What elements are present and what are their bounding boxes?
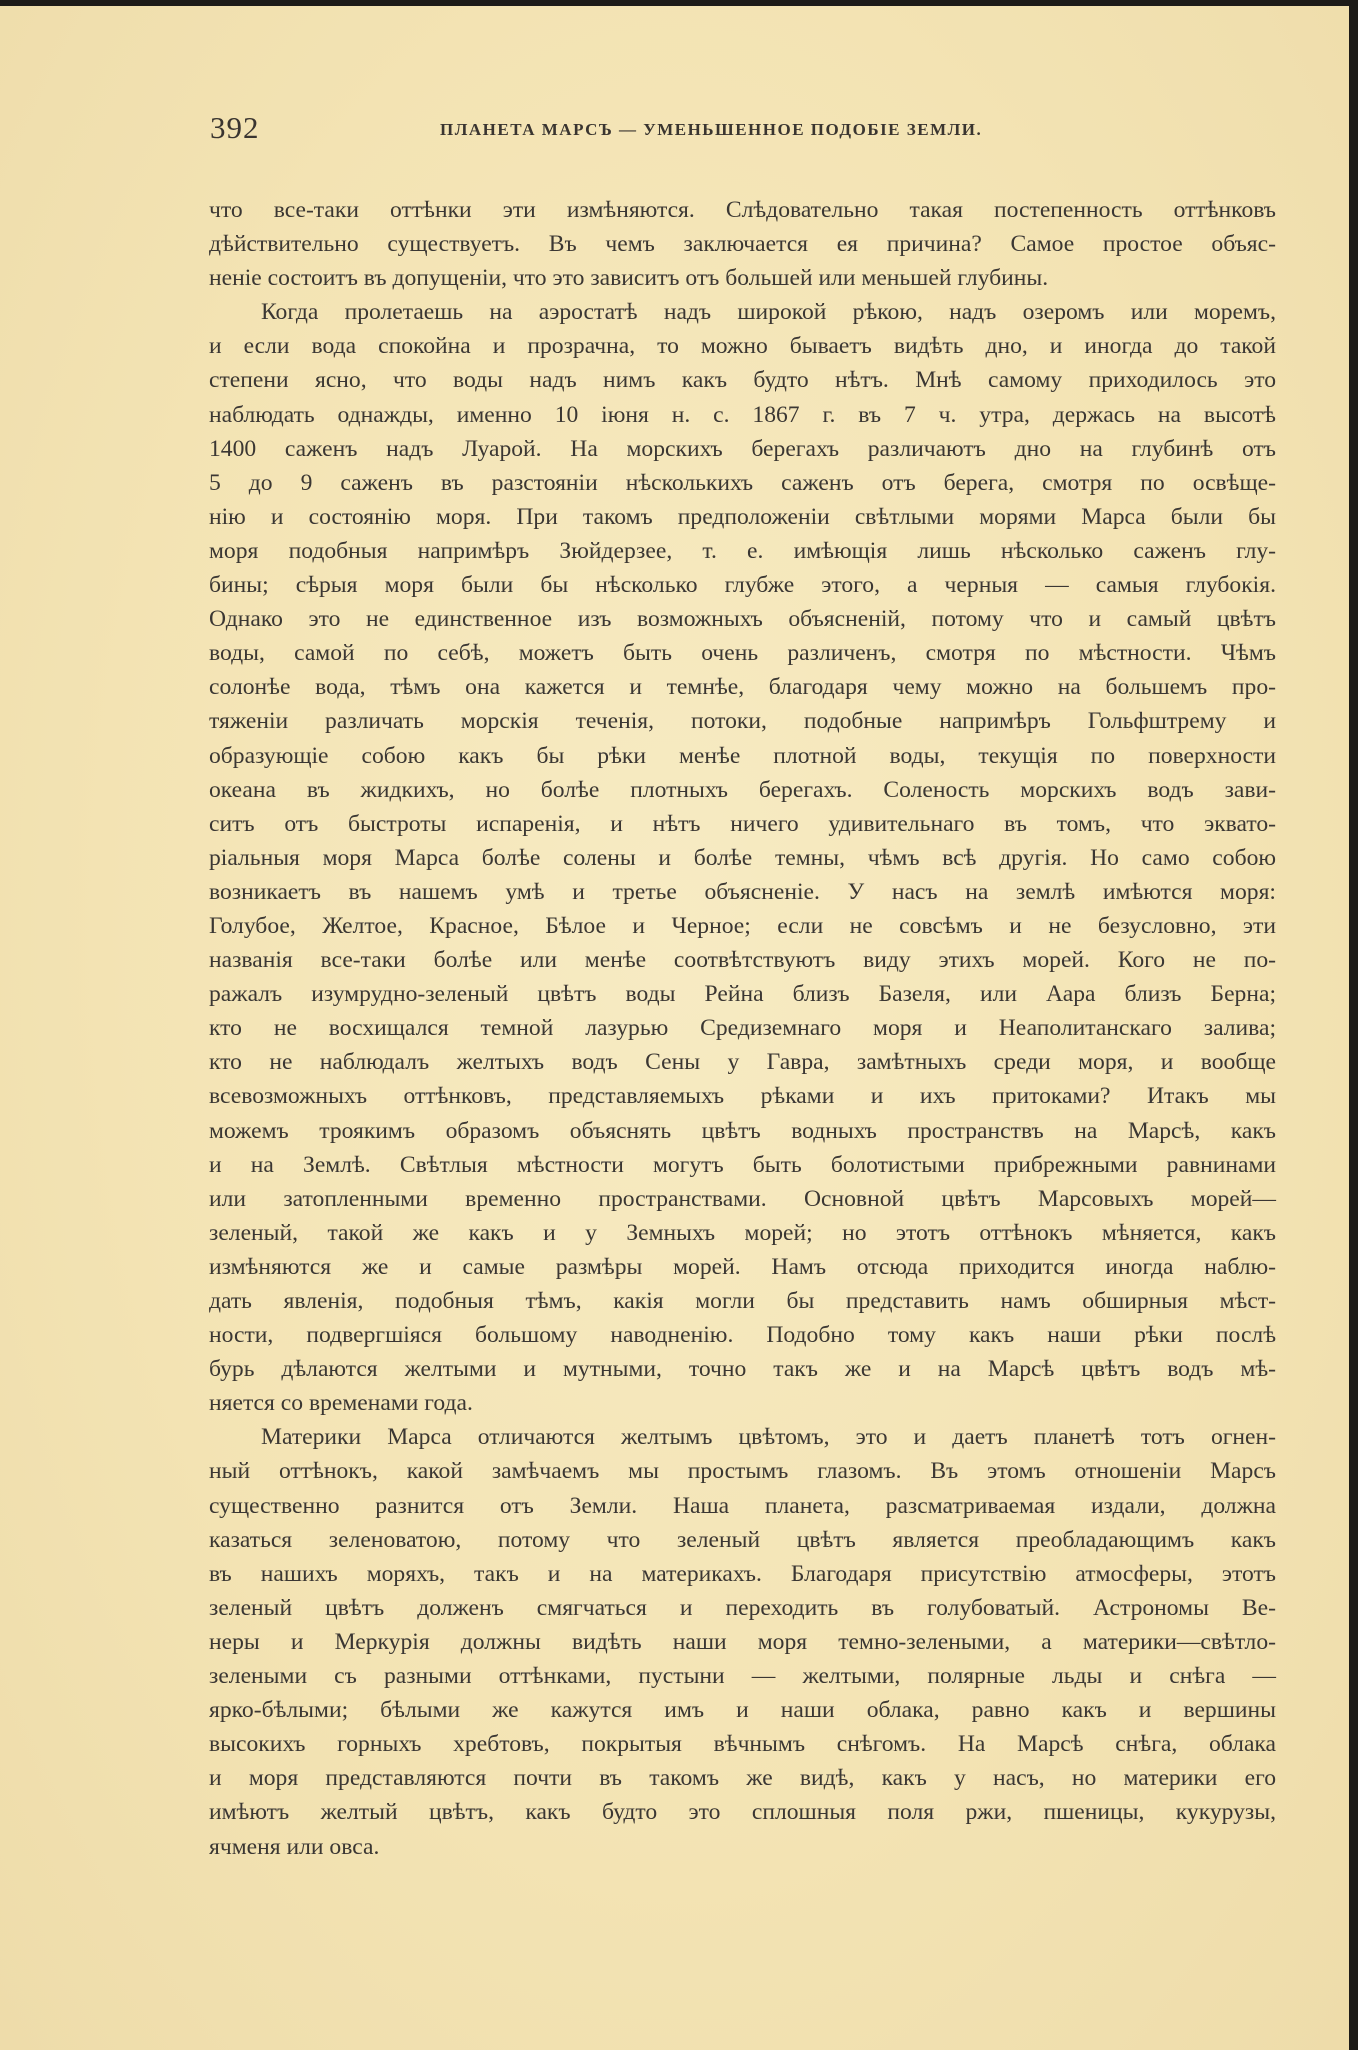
paragraph <box>209 193 1276 295</box>
text-line: въ нашихъ моряхъ, такъ и на материкахъ. Благодаря присутствію атмосферы, этотъ <box>209 1560 1276 1587</box>
text-line: зеленый, такой же какъ и у Земныхъ морей; но этотъ оттѣнокъ мѣняется, какъ <box>209 1219 1276 1246</box>
text-line: океана въ жидкихъ, но болѣе плотныхъ берегахъ. Соленость морскихъ водъ зави- <box>209 776 1276 803</box>
text-line: тяженіи различать морскія теченія, потоки, подобные напримѣръ Гольфштрему и <box>209 708 1276 735</box>
text-line: казаться зеленоватою, потому что зеленый цвѣтъ является преобладающимъ какъ <box>209 1526 1276 1553</box>
text-line: 1400 саженъ надъ Луарой. На морскихъ берегахъ различаютъ дно на глубинѣ отъ <box>209 435 1276 462</box>
text-line: ситъ отъ быстроты испаренія, и нѣтъ ничего удивительнаго въ томъ, что эквато- <box>209 810 1276 837</box>
text-line: ячменя или овса. <box>209 1833 380 1860</box>
text-line: или затопленными временно пространствами. Основной цвѣтъ Марсовыхъ морей— <box>209 1185 1276 1212</box>
text-line: всевозможныхъ оттѣнковъ, представляемыхъ рѣками и ихъ притоками? Итакъ мы <box>209 1083 1276 1110</box>
text-line: неніе состоитъ въ допущеніи, что это зависитъ отъ большей или меньшей глубины. <box>209 265 1049 292</box>
text-line: Материки Марса отличаются желтымъ цвѣтомъ, это и даетъ планетѣ тотъ огнен- <box>261 1424 1276 1451</box>
text-line: можемъ троякимъ образомъ объяснять цвѣтъ водныхъ пространствъ на Марсѣ, какъ <box>209 1117 1276 1144</box>
text-line: 5 до 9 саженъ въ разстояніи нѣсколькихъ саженъ отъ берега, смотря по освѣще- <box>209 469 1276 496</box>
text-line: названія все-таки болѣе или менѣе соотвѣтствуютъ виду этихъ морей. Кого не по- <box>209 947 1276 974</box>
text-line: и на Землѣ. Свѣтлыя мѣстности могутъ быть болотистыми прибрежными равнинами <box>209 1151 1276 1178</box>
text-line: кто не наблюдалъ желтыхъ водъ Сены у Гавра, замѣтныхъ среди моря, и вообще <box>209 1049 1276 1076</box>
running-title: ПЛАНЕТА МАРСЪ — УМЕНЬШЕННОЕ ПОДОБІЕ ЗЕМЛИ. <box>440 120 983 139</box>
paragraph <box>209 295 1276 1420</box>
text-line: нію и состоянію моря. При такомъ предположеніи свѣтлыми морями Марса были бы <box>209 503 1276 530</box>
text-line: Когда пролетаешь на аэростатѣ надъ широкой рѣкою, надъ озеромъ или моремъ, <box>261 299 1276 326</box>
text-line: бины; сѣрыя моря были бы нѣсколько глубже этого, а черныя — самыя глубокія. <box>209 572 1276 599</box>
text-line: дѣйствительно существуетъ. Въ чемъ заключается ея причина? Самое простое объяс- <box>209 231 1276 258</box>
text-line: имѣютъ желтый цвѣтъ, какъ будто это сплошныя поля ржи, пшеницы, кукурузы, <box>209 1799 1276 1826</box>
text-line: ярко-бѣлыми; бѣлыми же кажутся имъ и наши облака, равно какъ и вершины <box>209 1697 1276 1724</box>
text-line: зелеными съ разными оттѣнками, пустыни — желтыми, полярные льды и снѣга — <box>209 1663 1276 1690</box>
text-line: и моря представляются почти въ такомъ же видѣ, какъ у насъ, но материки его <box>209 1765 1276 1792</box>
text-line: возникаетъ въ нашемъ умѣ и третье объясненіе. У насъ на землѣ имѣются моря: <box>209 878 1276 905</box>
text-line: воды, самой по себѣ, можетъ быть очень различенъ, смотря по мѣстности. Чѣмъ <box>209 640 1276 667</box>
text-line: измѣняются же и самые размѣры морей. Намъ отсюда приходится иногда наблю- <box>209 1253 1276 1280</box>
text-line: Однако это не единственное изъ возможныхъ объясненій, потому что и самый цвѣтъ <box>209 606 1276 633</box>
text-line: ріальныя моря Марса болѣе солены и болѣе темны, чѣмъ всѣ другія. Но само собою <box>209 844 1276 871</box>
book-page <box>0 6 1349 2050</box>
body-text <box>209 193 1276 1864</box>
paragraph <box>209 1420 1276 1863</box>
text-line: образующіе собою какъ бы рѣки менѣе плотной воды, текущія по поверхности <box>209 742 1276 769</box>
text-line: степени ясно, что воды надъ нимъ какъ будто нѣтъ. Мнѣ самому приходилось это <box>209 367 1276 394</box>
text-line: существенно разнится отъ Земли. Наша планета, разсматриваемая издали, должна <box>209 1492 1276 1519</box>
text-line: Голубое, Желтое, Красное, Бѣлое и Черное; если не совсѣмъ и не безусловно, эти <box>209 912 1276 939</box>
text-line: дать явленія, подобныя тѣмъ, какія могли бы представить намъ обширныя мѣст- <box>209 1288 1276 1314</box>
text-line: ный оттѣнокъ, какой замѣчаемъ мы простымъ глазомъ. Въ этомъ отношеніи Марсъ <box>209 1458 1276 1485</box>
page-number: 392 <box>210 110 260 145</box>
text-line: кто не восхищался темной лазурью Средиземнаго моря и Неаполитанскаго залива; <box>209 1015 1276 1042</box>
text-line: моря подобныя напримѣръ Зюйдерзее, т. е. имѣющія лишь нѣсколько саженъ глу- <box>209 537 1276 564</box>
text-line: бурь дѣлаются желтыми и мутными, точно такъ же и на Марсѣ цвѣтъ водъ мѣ- <box>209 1356 1276 1383</box>
text-line: солонѣе вода, тѣмъ она кажется и темнѣе, благодаря чему можно на большемъ про- <box>209 674 1276 701</box>
text-line: что все-таки оттѣнки эти измѣняются. Слѣдовательно такая постепенность оттѣнковъ <box>209 197 1276 223</box>
text-line: ности, подвергшіяся большому наводненію. Подобно тому какъ наши рѣки послѣ <box>209 1322 1276 1349</box>
text-line: ражалъ изумрудно-зеленый цвѣтъ воды Рейна близъ Базеля, или Аара близъ Берна; <box>209 981 1276 1008</box>
text-line: и если вода спокойна и прозрачна, то можно бываетъ видѣть дно, и иногда до такой <box>209 333 1276 360</box>
text-line: няется со временами года. <box>209 1390 473 1417</box>
text-line: высокихъ горныхъ хребтовъ, покрытыя вѣчнымъ снѣгомъ. На Марсѣ снѣга, облака <box>209 1731 1276 1758</box>
text-line: наблюдать однажды, именно 10 іюня н. с. 1867 г. въ 7 ч. утра, держась на высотѣ <box>209 401 1276 428</box>
text-line: зеленый цвѣтъ долженъ смягчаться и переходить въ голубоватый. Астрономы Ве- <box>209 1594 1276 1621</box>
text-line: неры и Меркурія должны видѣть наши моря темно-зелеными, а материки—свѣтло- <box>209 1628 1276 1655</box>
